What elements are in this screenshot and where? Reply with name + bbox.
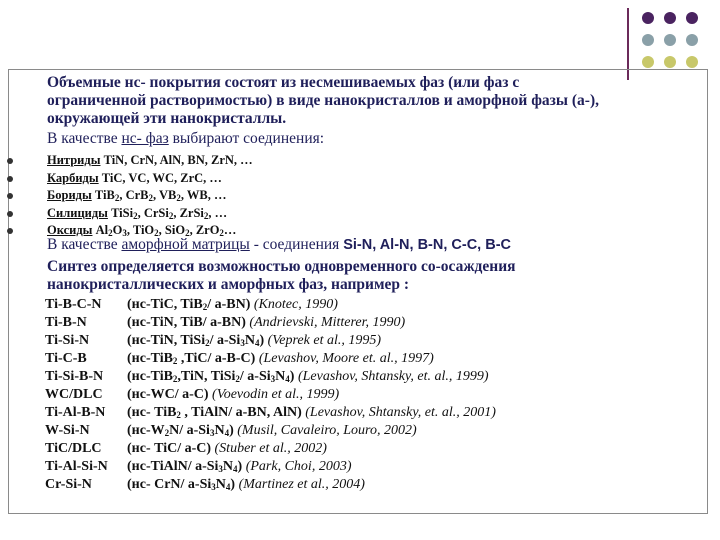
example-row (45, 368, 496, 386)
phase-compounds: TiB$_2$, CrB$_2$, $VB_2$, WB, … (91, 188, 227, 203)
phase-category: Нитриды (47, 153, 101, 167)
example-phases: (нс-TiN, TiSi$_2$/ $a-Si_3N_4$) (Veprek et al., 1995) (127, 333, 382, 348)
lead-suffix: выбирают соединения: (168, 130, 325, 147)
example-phases: (нс-TiC, TiB$_2$/ a-BN) (Knotec, 1990) (127, 297, 338, 312)
intro-line: ограниченной растворимостью) в виде нанокристаллов и аморфной фазы (а-), (47, 92, 599, 109)
example-reference: (Levashov, Shtansky, et. al., 2001) (305, 405, 496, 420)
example-system: Ti-B-N (45, 315, 87, 330)
phase-category: Оксиды (47, 223, 93, 237)
example-system: Ti-Si-B-N (45, 369, 104, 384)
example-phases: ($нс-W_2N/$ $a-Si_3N_4$) (Musil, Cavaleiro, Louro, 2002) (127, 423, 417, 438)
phase-compounds: $Al_2O_3$, TiO$_2$, SiO$_2$, ZrO$_2$… (92, 223, 237, 238)
example-phases: (нс-TiAlN/ $a-Si_3N_4$) (Park, Choi, 2003) (127, 459, 352, 474)
example-system: Cr-Si-N (45, 477, 92, 492)
example-system: Ti-Al-B-N (45, 405, 106, 420)
example-row (45, 332, 496, 350)
decor-dot (686, 34, 698, 46)
phase-compounds: TiN, CrN, AlN, BN, ZrN, … (100, 153, 253, 167)
decor-dot (686, 56, 698, 68)
amor-prefix: В качестве (47, 236, 122, 253)
phase-compounds: TiC, VC, WC, ZrC, … (98, 170, 222, 185)
amor-list: Si-N, Al-N, B-N, C-C, B-C (343, 237, 511, 253)
example-reference: (Park, Choi, 2003) (245, 459, 352, 474)
phase-item (47, 170, 253, 188)
example-reference: (Levashov, Shtansky, et. al., 1999) (297, 369, 489, 384)
example-reference: (Musil, Cavaleiro, Louro, 2002) (237, 423, 417, 438)
amor-middle: - соединения (249, 236, 344, 253)
phase-item (47, 152, 253, 170)
example-row (45, 440, 496, 458)
example-system: TiC/DLC (45, 441, 102, 456)
example-system: Ti-Al-Si-N (45, 459, 108, 474)
example-reference: (Voevodin et al., 1999) (212, 387, 340, 402)
phase-category: Карбиды (47, 170, 99, 185)
example-system: Ti-Si-N (45, 333, 90, 348)
synthesis-line: Синтез определяется возможностью одновременного со-осаждения (47, 258, 516, 275)
example-system: WC/DLC (45, 387, 103, 402)
example-row (45, 404, 496, 422)
phase-category: Бориды (47, 188, 92, 202)
example-row (45, 422, 496, 440)
intro-line: окружающей эти нанокристаллы. (47, 110, 287, 127)
decor-dot (642, 12, 654, 24)
phase-selection-lead (47, 130, 324, 148)
decor-dot (642, 34, 654, 46)
example-system: W-Si-N (45, 423, 90, 438)
example-phases: (нс-TiB$_2$,TiN, TiSi$_2$/ $a-Si_3N_4$) (Levashov, Shtansky, et. al., 1999) (127, 369, 489, 384)
decor-dot (686, 12, 698, 24)
lead-underlined: нс- фаз (121, 130, 169, 147)
synthesis-line: нанокристаллических и аморфных фаз, например : (47, 276, 410, 293)
decor-dot (642, 56, 654, 68)
example-reference: (Stuber et al., 2002) (214, 441, 327, 456)
decor-dot (664, 12, 676, 24)
example-phases: (нс- TiC/ a-C) (Stuber et al., 2002) (127, 441, 327, 456)
amor-underlined: аморфной матрицы (121, 236, 250, 253)
examples-table (45, 296, 496, 494)
example-phases: (нс- CrN/ $a-Si_3N_4$) (Martinez et al., 2004) (127, 477, 365, 492)
example-reference: (Veprek et al., 1995) (267, 333, 382, 348)
example-reference: (Levashov, Moore et. al., 1997) (258, 351, 434, 366)
phase-compounds: TiSi$_2$, CrSi$_2$, ZrSi$_2$, … (107, 205, 228, 221)
amorphous-matrix-line (47, 236, 511, 254)
example-phases: (нс- TiB$_2$ , TiAlN/ a-BN, AlN) (Levashov, Shtansky, et. al., 2001) (127, 405, 496, 420)
phase-item (47, 205, 253, 223)
example-row (45, 386, 496, 404)
example-reference: (Martinez et al., 2004) (238, 477, 365, 492)
example-row (45, 476, 496, 494)
intro-line: Объемные нс- покрытия состоят из несмешиваемых фаз (или фаз с (47, 74, 520, 91)
example-reference: (Andrievski, Mitterer, 1990) (249, 315, 406, 330)
phase-item (47, 187, 253, 205)
decor-dot (664, 34, 676, 46)
example-phases: (нс-WC/ a-C) (Voevodin et al., 1999) (127, 387, 340, 402)
lead-prefix: В качестве (47, 130, 122, 147)
decor-dot (664, 56, 676, 68)
example-row (45, 458, 496, 476)
example-system: Ti-B-C-N (45, 297, 102, 312)
example-reference: (Knotec, 1990) (253, 297, 338, 312)
phase-category: Силициды (47, 205, 108, 220)
example-row (45, 350, 496, 368)
example-phases: (нс-TiB$_2$ ,TiC/ a-B-C) (Levashov, Moore et. al., 1997) (127, 351, 434, 366)
phase-list (47, 152, 253, 240)
intro-paragraph (47, 74, 697, 128)
example-system: Ti-C-B (45, 351, 87, 366)
example-row (45, 296, 496, 314)
example-row (45, 314, 496, 332)
synthesis-paragraph (47, 258, 516, 294)
example-phases: (нс-TiN, TiB/ a-BN) (Andrievski, Mitterer, 1990) (127, 315, 406, 330)
